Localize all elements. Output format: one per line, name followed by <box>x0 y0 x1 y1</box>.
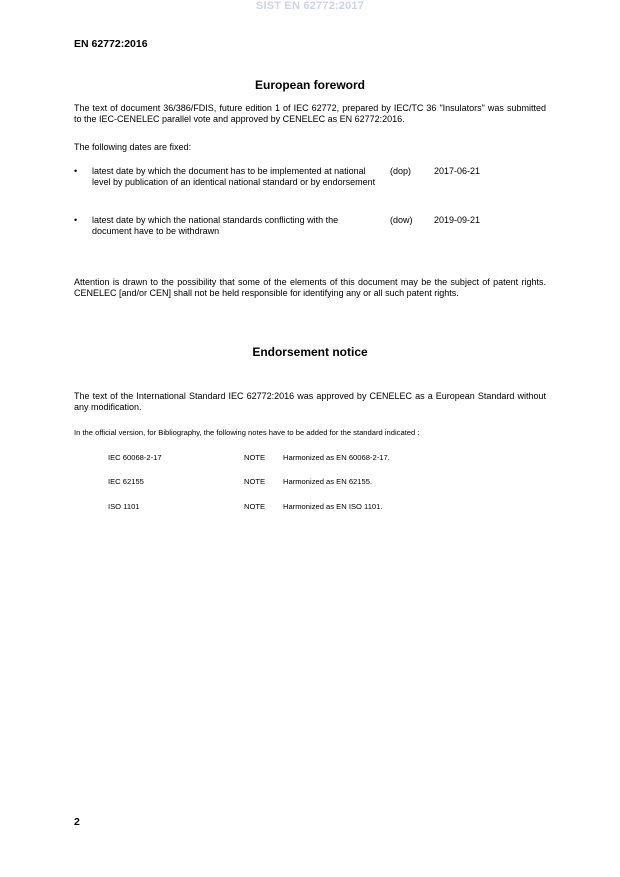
harmonized-text: Harmonized as EN 62155. <box>283 477 373 486</box>
dates-intro: The following dates are fixed: <box>74 142 192 152</box>
endorsement-title: Endorsement notice <box>252 345 368 359</box>
watermark: SIST EN 62772:2017 <box>255 0 365 12</box>
bibliography-intro: In the official version, for Bibliography, the following notes have to be added for the standard indicated : <box>74 428 420 437</box>
patent-attention: Attention is drawn to the possibility that some of the elements of this document may be the subject of patent rights. CENELEC [and/or CEN] shall not be held responsible for identifying any or all such patent rights. <box>74 277 546 298</box>
harmonized-text: Harmonized as EN 60068-2-17. <box>283 453 390 462</box>
note-label: NOTE <box>244 477 266 486</box>
page-number: 2 <box>74 816 80 828</box>
date-value: 2019-09-21 <box>434 215 481 225</box>
harmonized-text: Harmonized as EN ISO 1101. <box>283 502 383 511</box>
bullet: • <box>74 166 78 176</box>
date-value: 2017-06-21 <box>434 166 481 176</box>
standard-ref: IEC 62155 <box>108 477 144 486</box>
document-id: EN 62772:2016 <box>74 38 148 50</box>
date-description: latest date by which the document has to be implemented at national level by publication of an identical national standard or by endorsement <box>92 166 376 187</box>
foreword-intro: The text of document 36/386/FDIS, future edition 1 of IEC 62772, prepared by IEC/TC 36 "Insulators" was submitted to the IEC-CENELEC parallel vote and approved by CENELEC as EN 62772:2016. <box>74 103 546 124</box>
endorsement-text: The text of the International Standard IEC 62772:2016 was approved by CENELEC as a European Standard without any modification. <box>74 391 546 412</box>
foreword-title: European foreword <box>254 78 365 92</box>
bullet: • <box>74 215 78 225</box>
standard-ref: IEC 60068-2-17 <box>108 453 162 462</box>
date-code: (dop) <box>390 166 412 176</box>
note-label: NOTE <box>244 453 266 462</box>
date-code: (dow) <box>390 215 413 225</box>
date-description: latest date by which the national standards conflicting with the document have to be withdrawn <box>92 215 339 236</box>
standard-ref: ISO 1101 <box>108 502 140 511</box>
note-label: NOTE <box>244 502 266 511</box>
